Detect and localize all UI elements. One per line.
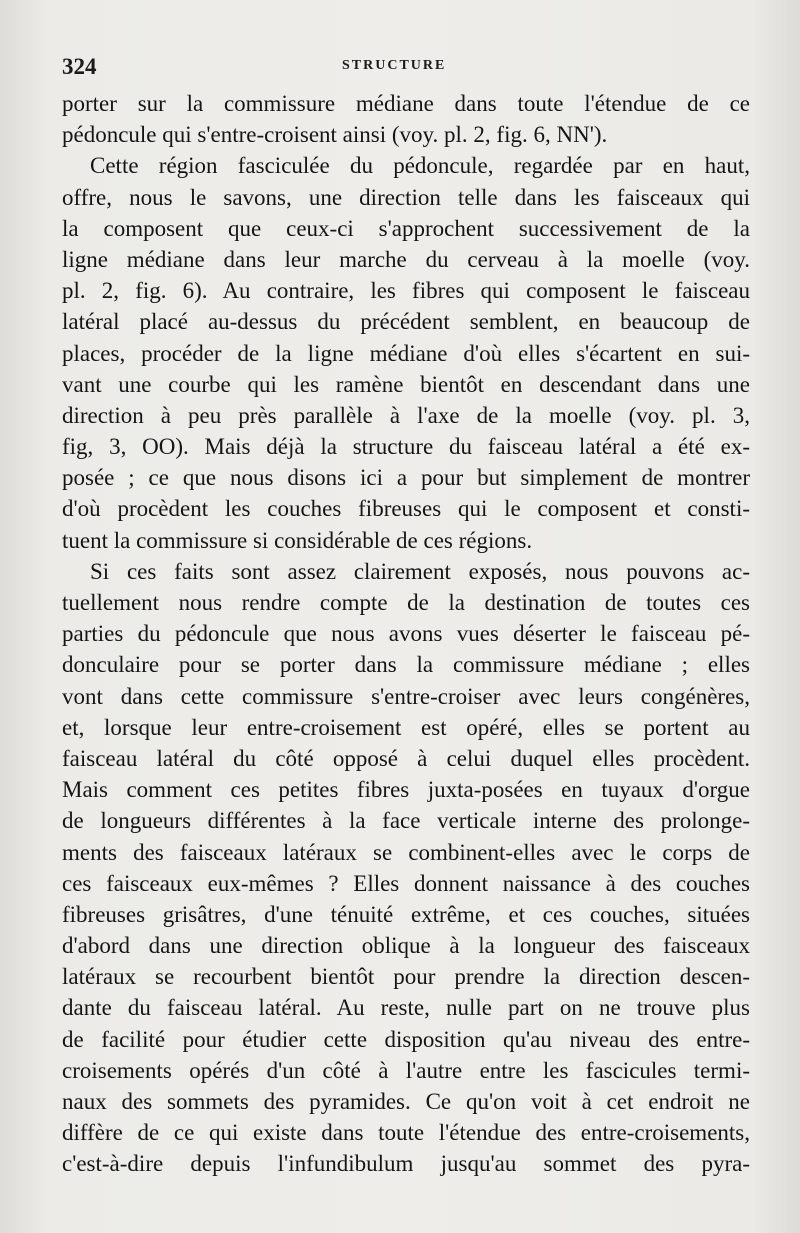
text-line: posée ; ce que nous disons ici a pour but simplement de montrer [62, 465, 750, 491]
text-line: Si ces faits sont assez clairement exposés, nous pouvons ac- [90, 558, 750, 584]
text-line: latéral placé au-dessus du précédent semblent, en beaucoup de [62, 309, 750, 335]
text-line: parties du pédoncule que nous avons vues déserter le faisceau pé- [62, 621, 750, 647]
text-line: d'où procèdent les couches fibreuses qui le composent et consti- [62, 496, 750, 522]
text-line: Cette région fasciculée du pédoncule, regardée par en haut, [90, 153, 750, 179]
text-line: et, lorsque leur entre-croisement est opéré, elles se portent au [62, 714, 750, 740]
text-line: d'abord dans une direction oblique à la longueur des faisceaux [62, 933, 750, 959]
page-header [62, 52, 752, 82]
text-line: vont dans cette commissure s'entre-croiser avec leurs congénères, [62, 683, 750, 709]
text-line: fig, 3, OO). Mais déjà la structure du faisceau latéral a été ex- [62, 434, 750, 460]
text-line: faisceau latéral du côté opposé à celui duquel elles procèdent. [62, 745, 750, 771]
text-line: Mais comment ces petites fibres juxta-posées en tuyaux d'orgue [62, 777, 750, 803]
text-line: ces faisceaux eux-mêmes ? Elles donnent naissance à des couches [62, 870, 750, 896]
text-line: naux des sommets des pyramides. Ce qu'on voit à cet endroit ne [62, 1089, 750, 1114]
text-line: dante du faisceau latéral. Au reste, nulle part on ne trouve plus [62, 995, 750, 1021]
text-line: pédoncule qui s'entre-croisent ainsi (voy. pl. 2, fig. 6, NN'). [62, 122, 608, 148]
text-line: latéraux se recourbent bientôt pour prendre la direction descen- [62, 964, 750, 990]
text-line: c'est-à-dire depuis l'infundibulum jusqu'au sommet des pyra- [62, 1151, 750, 1177]
running-head: STRUCTURE [342, 58, 447, 73]
text-line: tuent la commissure si considérable de ces régions. [62, 527, 533, 553]
text-line: ligne médiane dans leur marche du cerveau à la moelle (voy. [62, 246, 750, 272]
text-line: diffère de ce qui existe dans toute l'étendue des entre-croisements, [62, 1120, 750, 1146]
body-text [62, 88, 750, 1180]
text-line: la composent que ceux-ci s'approchent successivement de la [62, 215, 750, 241]
text-line: donculaire pour se porter dans la commissure médiane ; elles [62, 652, 750, 678]
text-line: de facilité pour étudier cette disposition qu'au niveau des entre- [62, 1026, 750, 1052]
page-number: 324 [62, 54, 97, 79]
text-line: croisements opérés d'un côté à l'autre entre les fascicules termi- [62, 1057, 750, 1083]
text-line: fibreuses grisâtres, d'une ténuité extrême, et ces couches, situées [62, 901, 750, 927]
text-line: pl. 2, fig. 6). Au contraire, les fibres qui composent le faisceau [62, 278, 750, 304]
text-line: direction à peu près parallèle à l'axe de la moelle (voy. pl. 3, [62, 402, 750, 428]
text-line: vant une courbe qui les ramène bientôt en descendant dans une [62, 371, 750, 397]
text-line: places, procéder de la ligne médiane d'où elles s'écartent en sui- [62, 340, 750, 366]
text-line: de longueurs différentes à la face verticale interne des prolonge- [62, 808, 750, 834]
text-line: porter sur la commissure médiane dans toute l'étendue de ce [62, 91, 750, 116]
text-line: offre, nous le savons, une direction telle dans les faisceaux qui [62, 184, 750, 210]
text-line: ments des faisceaux latéraux se combinent-elles avec le corps de [62, 839, 750, 865]
text-line: tuellement nous rendre compte de la destination de toutes ces [62, 590, 750, 615]
